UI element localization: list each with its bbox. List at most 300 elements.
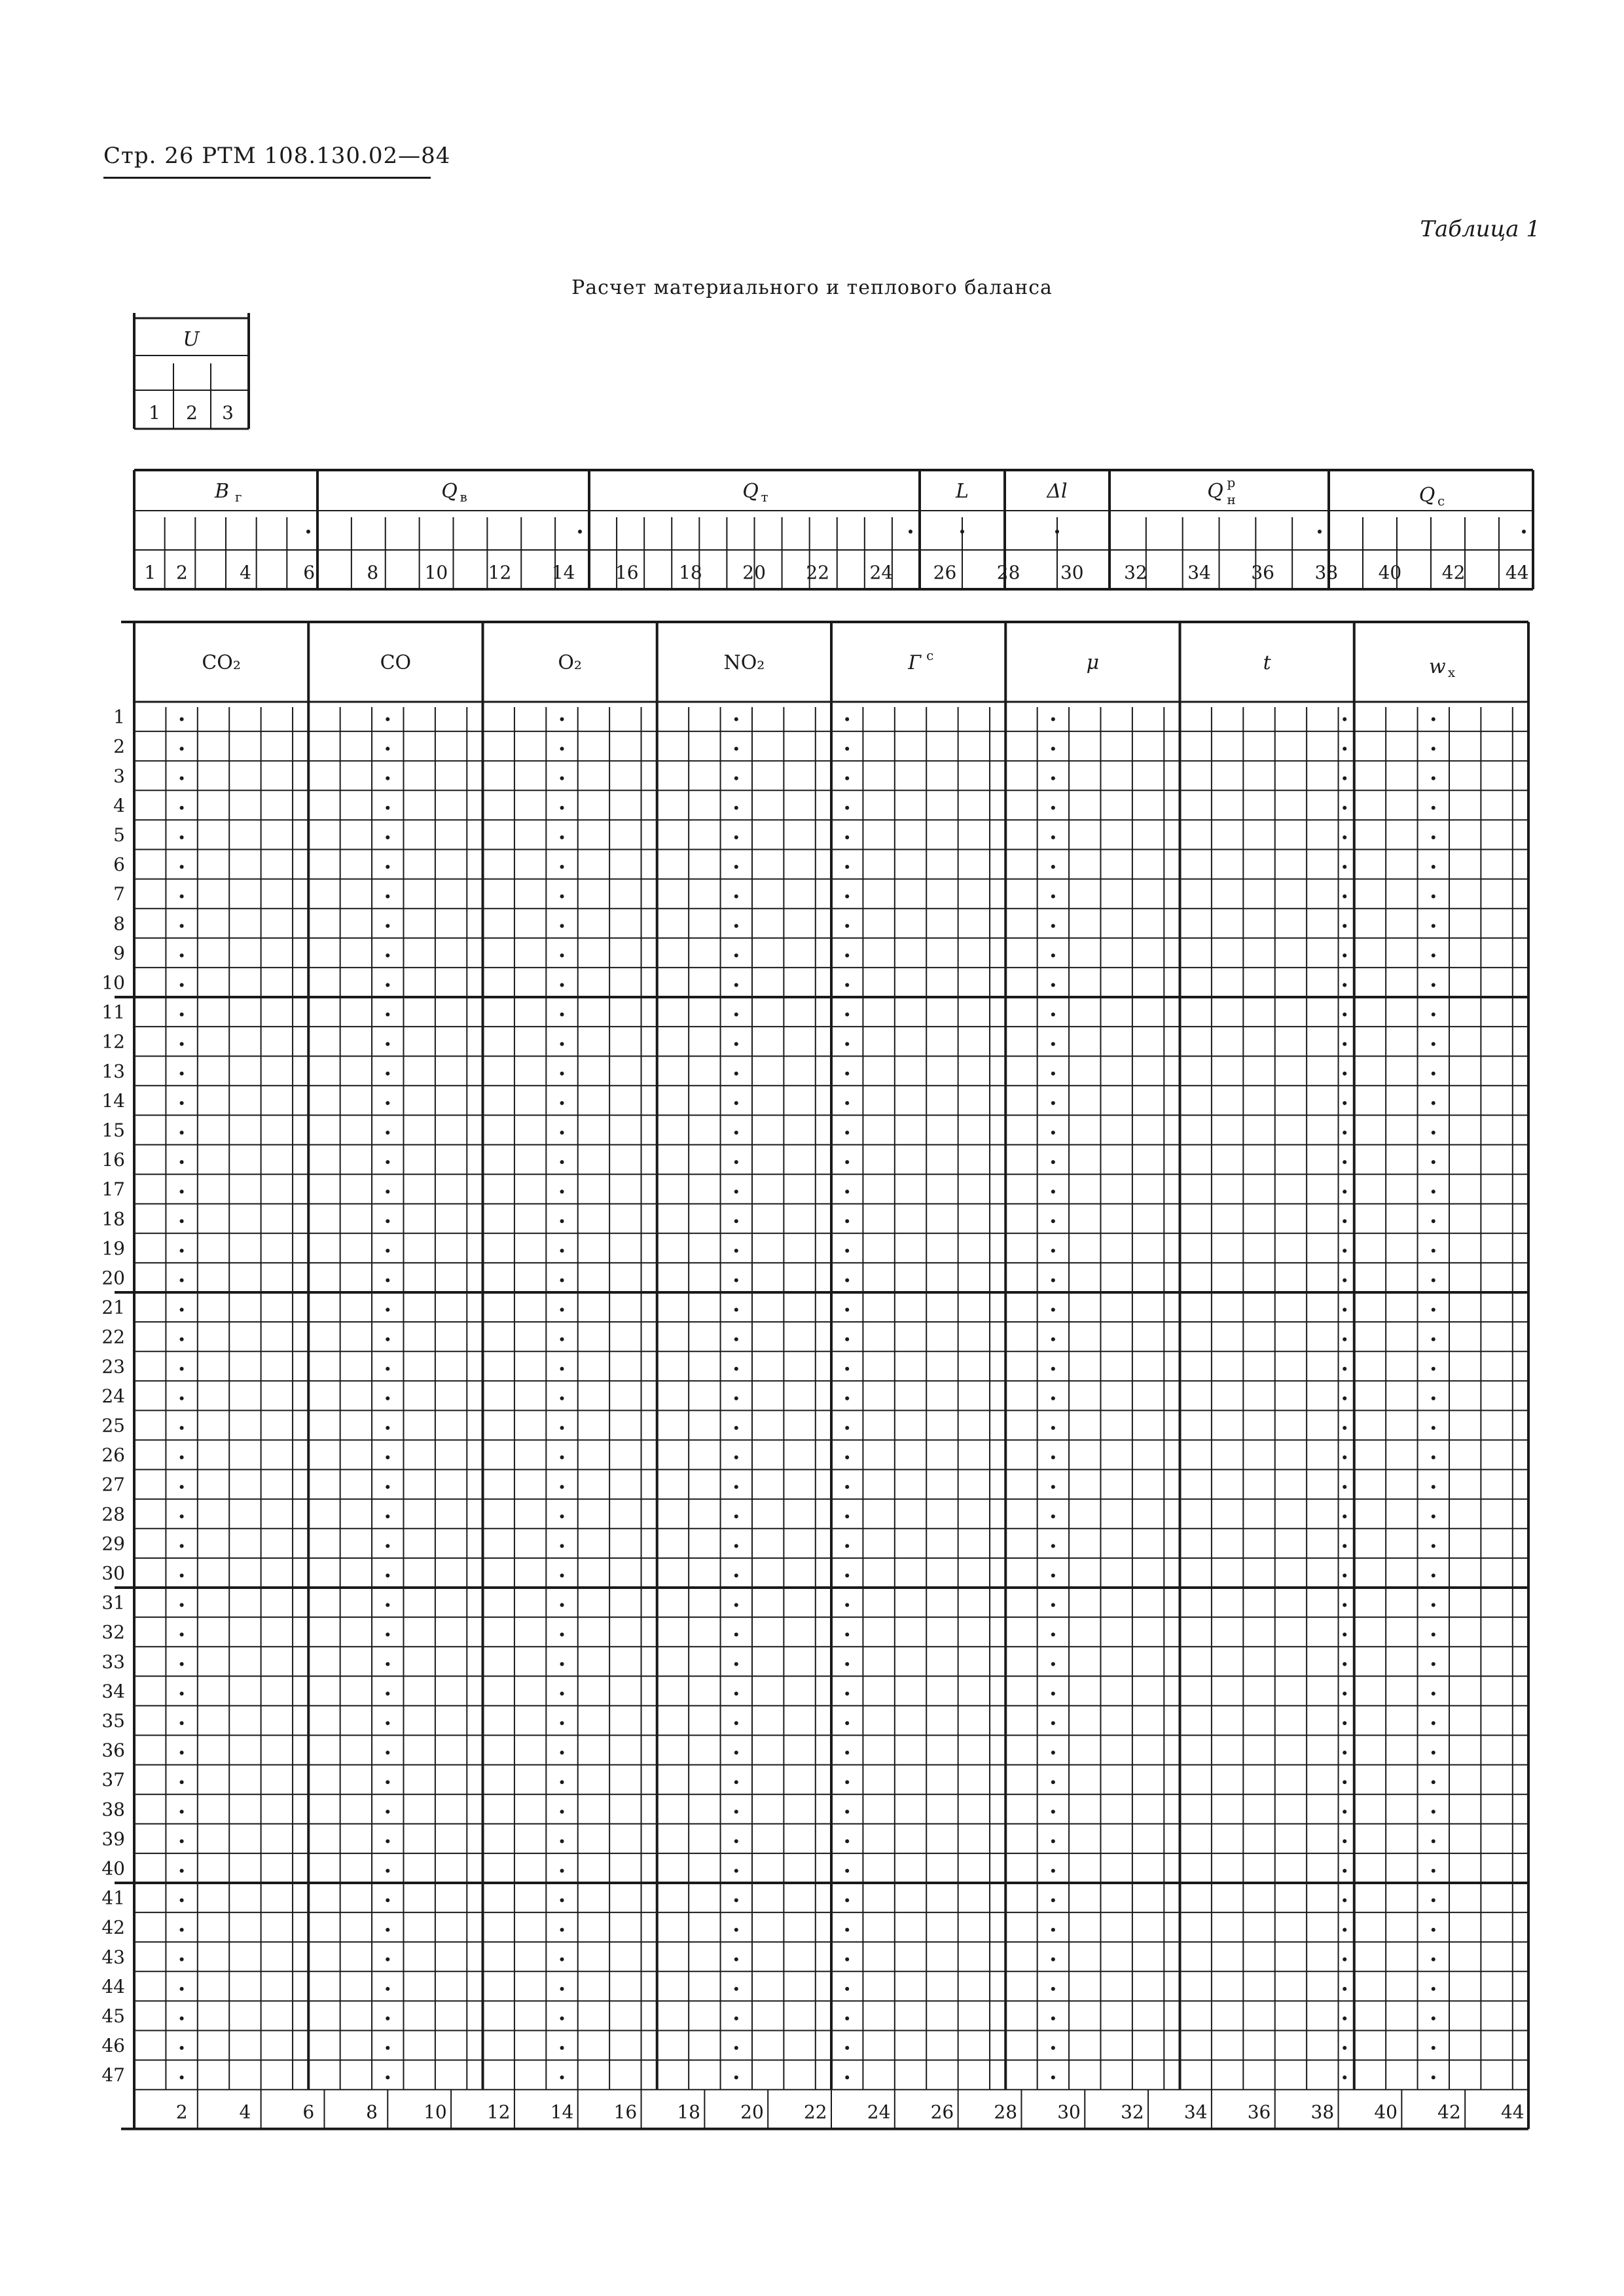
decimal-point: [560, 1868, 564, 1872]
decimal-point: [1432, 747, 1435, 751]
decimal-point: [180, 806, 184, 810]
decimal-point: [1051, 1013, 1055, 1017]
row-number: 11: [101, 1001, 125, 1023]
decimal-point: [386, 1190, 389, 1194]
decimal-point: [734, 1101, 738, 1105]
u-number: 1: [149, 402, 160, 424]
decimal-point: [734, 1367, 738, 1371]
top-group-label: Q: [1207, 480, 1223, 503]
decimal-point: [734, 776, 738, 780]
decimal-point: [386, 865, 389, 869]
decimal-point: [180, 1721, 184, 1725]
decimal-point: [734, 1573, 738, 1577]
decimal-point: [1343, 1780, 1346, 1784]
row-number: 18: [101, 1208, 125, 1230]
decimal-point: [180, 2016, 184, 2020]
column-number: 4: [239, 2101, 251, 2123]
decimal-point: [1343, 1899, 1346, 1903]
row-number: 32: [101, 1621, 125, 1643]
decimal-point: [1432, 1780, 1435, 1784]
decimal-point: [1051, 1160, 1055, 1164]
decimal-point: [1432, 1987, 1435, 1991]
top-number: 44: [1505, 562, 1529, 583]
top-number: 32: [1124, 562, 1147, 583]
decimal-point: [845, 1160, 849, 1164]
column-header: t: [1263, 651, 1271, 674]
row-number: 47: [101, 2064, 125, 2086]
top-number: 26: [933, 562, 957, 583]
decimal-point: [386, 1013, 389, 1017]
row-number: 12: [101, 1030, 125, 1053]
decimal-point: [560, 1042, 564, 1046]
decimal-point: [845, 1721, 849, 1725]
decimal-point: [386, 1131, 389, 1135]
decimal-point: [560, 865, 564, 869]
row-number: 3: [113, 765, 125, 787]
decimal-point: [845, 924, 849, 928]
decimal-point: [845, 747, 849, 751]
decimal-point: [1432, 1013, 1435, 1017]
decimal-point: [1051, 1662, 1055, 1666]
decimal-point: [180, 1603, 184, 1607]
decimal-point: [845, 1278, 849, 1282]
decimal-point: [386, 2075, 389, 2079]
decimal-point: [1343, 1485, 1346, 1489]
decimal-point: [1432, 983, 1435, 987]
decimal-point: [560, 983, 564, 987]
decimal-point: [1343, 1603, 1346, 1607]
top-number: 10: [424, 562, 448, 583]
decimal-point: [1343, 1278, 1346, 1282]
decimal-point: [180, 983, 184, 987]
decimal-point: [180, 1101, 184, 1105]
decimal-point: [560, 1219, 564, 1223]
decimal-point: [1432, 1868, 1435, 1872]
decimal-point: [386, 1958, 389, 1961]
decimal-point: [560, 1633, 564, 1637]
decimal-point: [386, 1868, 389, 1872]
decimal-point: [1343, 1987, 1346, 1991]
decimal-point: [1051, 1721, 1055, 1725]
decimal-point: [560, 1455, 564, 1459]
decimal-point: [386, 835, 389, 839]
decimal-point: [1051, 1958, 1055, 1961]
row-number: 38: [101, 1798, 125, 1821]
decimal-point: [1051, 1101, 1055, 1105]
decimal-point: [845, 1485, 849, 1489]
decimal-point: [386, 894, 389, 898]
decimal-point: [1432, 1042, 1435, 1046]
decimal-point: [1343, 1160, 1346, 1164]
decimal-point: [845, 983, 849, 987]
top-number: 12: [488, 562, 512, 583]
u-number: 2: [186, 402, 198, 424]
decimal-point: [845, 1780, 849, 1784]
decimal-point: [1432, 924, 1435, 928]
decimal-point: [180, 1367, 184, 1371]
decimal-point: [180, 865, 184, 869]
decimal-point: [180, 1190, 184, 1194]
column-number: 26: [930, 2101, 954, 2123]
decimal-point: [734, 1780, 738, 1784]
top-group-label: Q: [742, 480, 759, 503]
decimal-point: [560, 1072, 564, 1076]
decimal-point: [1051, 718, 1055, 721]
decimal-point: [1432, 1426, 1435, 1430]
column-number: 20: [740, 2101, 764, 2123]
decimal-point: [1343, 983, 1346, 987]
decimal-point: [180, 2046, 184, 2050]
decimal-point: [1051, 924, 1055, 928]
decimal-point: [386, 1573, 389, 1577]
top-number: 34: [1187, 562, 1211, 583]
decimal-point: [1051, 1219, 1055, 1223]
decimal-point: [180, 953, 184, 957]
decimal-point: [386, 1455, 389, 1459]
decimal-point: [180, 1899, 184, 1903]
row-number: 4: [113, 794, 125, 816]
decimal-point: [734, 983, 738, 987]
decimal-point: [180, 1751, 184, 1755]
top-number: 4: [240, 562, 251, 583]
top-number: 2: [175, 562, 188, 583]
decimal-point: [560, 1190, 564, 1194]
decimal-point: [180, 1514, 184, 1518]
decimal-point: [1343, 894, 1346, 898]
decimal-point: [1343, 1219, 1346, 1223]
decimal-point: [734, 1633, 738, 1637]
decimal-point: [180, 1810, 184, 1813]
decimal-point: [845, 835, 849, 839]
decimal-point: [1051, 894, 1055, 898]
decimal-point: [845, 1692, 849, 1696]
decimal-point: [845, 1810, 849, 1813]
decimal-point: [734, 1426, 738, 1430]
decimal-point: [1051, 1868, 1055, 1872]
decimal-point: [734, 1248, 738, 1252]
decimal-point: [386, 1160, 389, 1164]
top-number: 14: [551, 562, 575, 583]
column-header: O₂: [558, 651, 582, 674]
decimal-point: [734, 1928, 738, 1932]
row-number: 28: [101, 1503, 125, 1525]
top-number: 42: [1441, 562, 1466, 583]
decimal-point: [180, 1839, 184, 1843]
row-number: 27: [101, 1474, 125, 1496]
decimal-point: [560, 1839, 564, 1843]
decimal-point: [1051, 1485, 1055, 1489]
decimal-point: [1051, 1928, 1055, 1932]
decimal-point: [560, 1514, 564, 1518]
decimal-point: [560, 1485, 564, 1489]
decimal-point: [180, 718, 184, 721]
decimal-point: [1343, 1839, 1346, 1843]
decimal-point: [386, 1101, 389, 1105]
decimal-point: [386, 953, 389, 957]
decimal-point: [1343, 1455, 1346, 1459]
decimal-point: [1343, 835, 1346, 839]
decimal-point: [845, 1928, 849, 1932]
row-number: 45: [101, 2005, 125, 2027]
decimal-point: [180, 1308, 184, 1312]
decimal-point: [180, 1780, 184, 1784]
decimal-point: [734, 1987, 738, 1991]
decimal-point: [734, 1514, 738, 1518]
column-number: 42: [1437, 2101, 1461, 2123]
decimal-point: [1051, 1042, 1055, 1046]
decimal-point: [1343, 1573, 1346, 1577]
decimal-point: [1051, 983, 1055, 987]
decimal-point: [1051, 776, 1055, 780]
subscript: х: [1447, 665, 1456, 680]
row-number: 41: [101, 1887, 125, 1909]
row-number: 16: [101, 1149, 125, 1171]
decimal-point: [1343, 953, 1346, 957]
u-label: U: [183, 328, 200, 351]
decimal-point: [1051, 865, 1055, 869]
column-header: w: [1429, 655, 1446, 678]
row-number: 17: [101, 1178, 125, 1201]
subscript: т: [761, 489, 768, 505]
row-number: 24: [101, 1385, 125, 1407]
decimal-point: [845, 1514, 849, 1518]
decimal-point: [1343, 1248, 1346, 1252]
decimal-point: [1432, 2016, 1435, 2020]
decimal-point: [845, 1338, 849, 1341]
decimal-point: [1432, 1721, 1435, 1725]
decimal-point: [1343, 1810, 1346, 1813]
decimal-point: [180, 776, 184, 780]
decimal-point: [1432, 1958, 1435, 1961]
decimal-point: [386, 1426, 389, 1430]
decimal-point: [1432, 1248, 1435, 1252]
decimal-point: [845, 1042, 849, 1046]
column-header: NO₂: [723, 651, 765, 674]
decimal-point: [1432, 1544, 1435, 1548]
decimal-point: [386, 776, 389, 780]
decimal-point: [845, 776, 849, 780]
decimal-point: [1343, 806, 1346, 810]
decimal-point: [386, 924, 389, 928]
row-number: 5: [113, 824, 125, 846]
row-number: 9: [113, 942, 125, 964]
decimal-point: [734, 1751, 738, 1755]
decimal-point: [845, 2016, 849, 2020]
decimal-point: [845, 1013, 849, 1017]
row-number: 22: [101, 1326, 125, 1348]
decimal-point: [1432, 1278, 1435, 1282]
column-number: 16: [613, 2101, 638, 2123]
decimal-point: [1432, 1810, 1435, 1813]
decimal-point: [560, 1810, 564, 1813]
decimal-point: [560, 1426, 564, 1430]
row-number: 19: [101, 1237, 125, 1260]
decimal-point: [1051, 1780, 1055, 1784]
decimal-point: [560, 1308, 564, 1312]
decimal-point: [734, 865, 738, 869]
decimal-point: [1343, 1190, 1346, 1194]
top-decimal-point: [1055, 530, 1059, 534]
decimal-point: [1432, 1928, 1435, 1932]
decimal-point: [386, 1338, 389, 1341]
decimal-point: [1051, 2046, 1055, 2050]
decimal-point: [845, 1987, 849, 1991]
column-number: 14: [550, 2101, 574, 2123]
decimal-point: [180, 835, 184, 839]
decimal-point: [734, 1278, 738, 1282]
decimal-point: [734, 1662, 738, 1666]
row-number: 37: [101, 1769, 125, 1791]
top-group-label: В: [214, 480, 230, 503]
decimal-point: [845, 1367, 849, 1371]
decimal-point: [386, 1042, 389, 1046]
decimal-point: [845, 1868, 849, 1872]
top-number: 18: [679, 562, 702, 583]
decimal-point: [1432, 1485, 1435, 1489]
decimal-point: [560, 1573, 564, 1577]
top-number: 40: [1378, 562, 1402, 583]
decimal-point: [386, 1248, 389, 1252]
top-decimal-point: [960, 530, 964, 534]
column-number: 12: [486, 2101, 511, 2123]
decimal-point: [180, 1426, 184, 1430]
decimal-point: [845, 1899, 849, 1903]
decimal-point: [845, 1603, 849, 1607]
top-number: 20: [742, 562, 766, 583]
decimal-point: [386, 1987, 389, 1991]
column-number: 28: [994, 2101, 1018, 2123]
column-header: CO₂: [202, 651, 241, 674]
top-number: 8: [367, 562, 379, 583]
decimal-point: [560, 1780, 564, 1784]
row-number: 1: [113, 706, 125, 728]
decimal-point: [386, 747, 389, 751]
decimal-point: [386, 2046, 389, 2050]
decimal-point: [180, 924, 184, 928]
decimal-point: [560, 747, 564, 751]
row-number: 14: [101, 1089, 125, 1112]
decimal-point: [386, 1603, 389, 1607]
decimal-point: [1051, 1131, 1055, 1135]
decimal-point: [1051, 1544, 1055, 1548]
decimal-point: [1343, 1958, 1346, 1961]
top-decimal-point: [1318, 530, 1322, 534]
decimal-point: [734, 1958, 738, 1961]
decimal-point: [560, 1248, 564, 1252]
page-header: Стр. 26 РТМ 108.130.02—84: [103, 143, 451, 169]
decimal-point: [560, 1544, 564, 1548]
decimal-point: [734, 1308, 738, 1312]
decimal-point: [560, 1721, 564, 1725]
subscript: с: [1437, 493, 1445, 509]
table-title: Расчет материального и теплового баланса: [571, 276, 1053, 299]
decimal-point: [560, 2046, 564, 2050]
decimal-point: [386, 1633, 389, 1637]
decimal-point: [1432, 1396, 1435, 1400]
decimal-point: [1432, 1338, 1435, 1341]
decimal-point: [386, 1928, 389, 1932]
decimal-point: [560, 1958, 564, 1961]
decimal-point: [845, 1662, 849, 1666]
decimal-point: [734, 1160, 738, 1164]
decimal-point: [845, 1072, 849, 1076]
decimal-point: [386, 718, 389, 721]
decimal-point: [180, 1958, 184, 1961]
subscript: н: [1227, 492, 1236, 507]
decimal-point: [180, 1544, 184, 1548]
top-number: 38: [1314, 562, 1339, 583]
decimal-point: [1051, 1338, 1055, 1341]
decimal-point: [1343, 2075, 1346, 2079]
decimal-point: [1343, 1396, 1346, 1400]
decimal-point: [560, 1692, 564, 1696]
decimal-point: [1343, 776, 1346, 780]
decimal-point: [1432, 718, 1435, 721]
decimal-point: [845, 718, 849, 721]
decimal-point: [734, 718, 738, 721]
decimal-point: [180, 1633, 184, 1637]
decimal-point: [845, 1219, 849, 1223]
decimal-point: [180, 1278, 184, 1282]
decimal-point: [386, 1899, 389, 1903]
decimal-point: [1432, 835, 1435, 839]
decimal-point: [1051, 1839, 1055, 1843]
decimal-point: [386, 1662, 389, 1666]
decimal-point: [560, 1013, 564, 1017]
decimal-point: [1051, 1810, 1055, 1813]
decimal-point: [1432, 1367, 1435, 1371]
row-number: 42: [101, 1916, 125, 1939]
decimal-point: [1051, 1426, 1055, 1430]
decimal-point: [734, 1190, 738, 1194]
decimal-point: [1343, 1072, 1346, 1076]
row-number: 26: [101, 1444, 125, 1467]
decimal-point: [845, 1396, 849, 1400]
decimal-point: [1051, 1455, 1055, 1459]
decimal-point: [1432, 1308, 1435, 1312]
row-number: 7: [113, 883, 125, 905]
decimal-point: [1343, 1544, 1346, 1548]
decimal-point: [734, 1485, 738, 1489]
decimal-point: [1432, 2075, 1435, 2079]
decimal-point: [1343, 2046, 1346, 2050]
top-number: 16: [615, 562, 639, 583]
decimal-point: [386, 1278, 389, 1282]
column-number: 18: [677, 2101, 700, 2123]
decimal-point: [734, 835, 738, 839]
u-number: 3: [222, 402, 234, 424]
decimal-point: [1432, 953, 1435, 957]
decimal-point: [734, 1338, 738, 1341]
decimal-point: [1343, 1662, 1346, 1666]
decimal-point: [560, 1603, 564, 1607]
top-number: 1: [144, 562, 156, 583]
decimal-point: [845, 1426, 849, 1430]
decimal-point: [1432, 806, 1435, 810]
decimal-point: [386, 1751, 389, 1755]
row-number: 30: [101, 1562, 125, 1584]
decimal-point: [386, 1780, 389, 1784]
superscript: р: [1227, 475, 1236, 490]
decimal-point: [1432, 1190, 1435, 1194]
decimal-point: [180, 1219, 184, 1223]
decimal-point: [1051, 1248, 1055, 1252]
row-number: 6: [113, 854, 125, 876]
decimal-point: [734, 1544, 738, 1548]
decimal-point: [180, 1692, 184, 1696]
decimal-point: [1432, 1751, 1435, 1755]
decimal-point: [1051, 747, 1055, 751]
